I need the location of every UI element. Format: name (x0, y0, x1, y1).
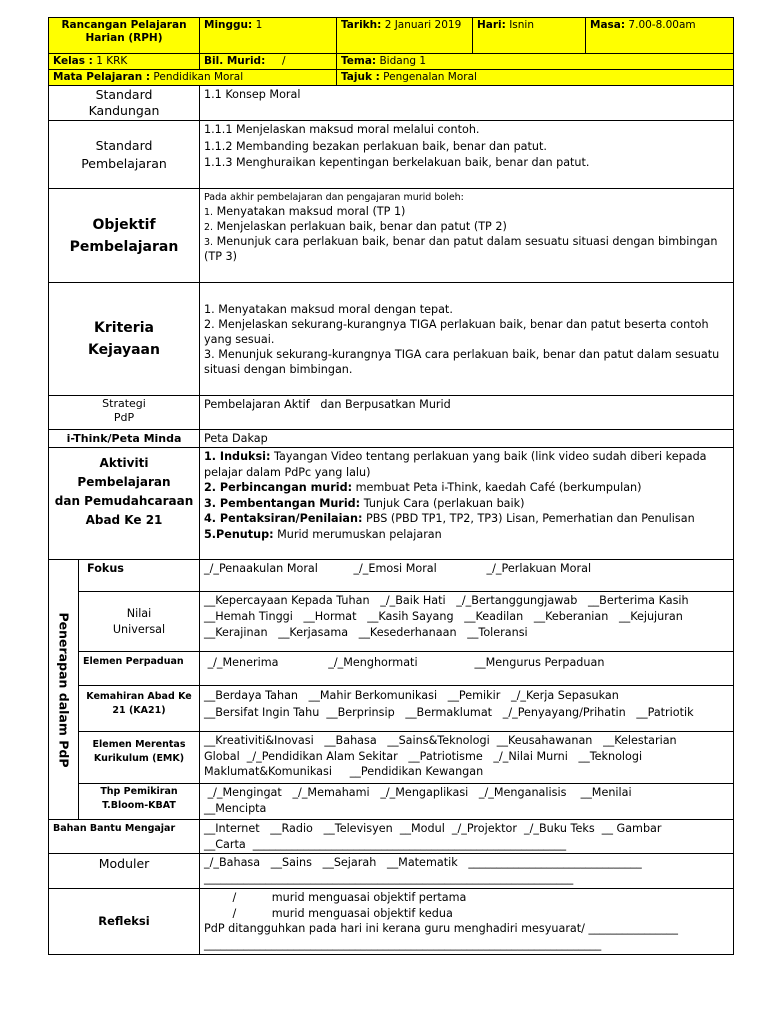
kbat-label: Thp Pemikiran T.Bloom-KBAT (79, 784, 200, 820)
strategi-row (49, 396, 734, 430)
strategi-value: Pembelajaran Aktif dan Berpusatkan Murid (200, 396, 734, 430)
standard-kandungan-label: Standard Kandungan (49, 86, 200, 121)
masa-field: Masa: 7.00-8.00am (586, 18, 734, 54)
mata-pelajaran-field: Mata Pelajaran : Pendidikan Moral (49, 70, 337, 86)
tema-field: Tema: Bidang 1 (337, 54, 734, 70)
kriteria-row (49, 283, 734, 396)
refleksi-value: / murid menguasai objektif pertama / murid menguasai objektif kedua PdP ditangguhkan pada hari ini kerana guru menghadiri mesyuarat/ ________________ _______________________________________________________________________ (200, 889, 734, 955)
murid-field: Bil. Murid: / (200, 54, 337, 70)
nilai-row (49, 592, 734, 652)
kemahiran-row (49, 686, 734, 732)
bahan-label: Bahan Bantu Mengajar (49, 820, 200, 854)
fokus-label: Fokus (79, 560, 200, 592)
standard-pembelajaran-label: Standard Pembelajaran (49, 121, 200, 189)
emk-label: Elemen Merentas Kurikulum (EMK) (79, 732, 200, 784)
emk-value: __Kreativiti&Inovasi __Bahasa __Sains&Teknologi __Keusahawanan __Kelestarian Global _/_Pendidikan Alam Sekitar __Patriotisme _/_Nilai Murni __Teknologi Maklumat&Komunikasi __Pendidikan Kewangan (200, 732, 734, 784)
bahan-value: __Internet __Radio __Televisyen __Modul _/_Projektor _/_Buku Teks __ Gambar __Carta ________________________________________________________ (200, 820, 734, 854)
penerapan-side-cell (49, 560, 79, 820)
elemen-perpaduan-value: _/_Menerima _/_Menghormati __Mengurus Perpaduan (200, 652, 734, 686)
fokus-value: _/_Penaakulan Moral _/_Emosi Moral _/_Perlakuan Moral (200, 560, 734, 592)
nilai-value: __Kepercayaan Kepada Tuhan _/_Baik Hati _/_Bertanggungjawab __Berterima Kasih __Hemah Tinggi __Hormat __Kasih Sayang __Keadilan __Keberanian __Kejujuran __Kerajinan __Kerjasama __Kesederhanaan __Toleransi (200, 592, 734, 652)
penerapan-label: Penerapan dalam PdP (56, 612, 71, 767)
tajuk-field: Tajuk : Pengenalan Moral (337, 70, 734, 86)
tarikh-field: Tarikh: 2 Januari 2019 (337, 18, 473, 54)
standard-pembelajaran-value: 1.1.1 Menjelaskan maksud moral melalui contoh. 1.1.2 Membanding bezakan perlakuan baik, benar dan patut. 1.1.3 Menghuraikan kepentingan berkelakuan baik, benar dan patut. (200, 121, 734, 189)
ithink-label: i-Think/Peta Minda (49, 430, 200, 448)
nilai-label: Nilai Universal (79, 592, 200, 652)
ithink-row (49, 430, 734, 448)
objektif-row (49, 189, 734, 283)
emk-row (49, 732, 734, 784)
minggu-field: Minggu: 1 (200, 18, 337, 54)
objektif-value: Pada akhir pembelajaran dan pengajaran murid boleh: 1. Menyatakan maksud moral (TP 1) 2. Menjelaskan perlakuan baik, benar dan patut (TP 2) 3. Menunjuk cara perlakuan baik, benar dan patut dalam sesuatu situasi dengan bimbingan (TP 3) (200, 189, 734, 283)
header-row-2 (49, 54, 734, 70)
aktiviti-row (49, 448, 734, 560)
bahan-row (49, 820, 734, 854)
moduler-row (49, 854, 734, 889)
hari-field: Hari: Isnin (473, 18, 586, 54)
moduler-label: Moduler (49, 854, 200, 889)
standard-pembelajaran-row (49, 121, 734, 189)
strategi-label: Strategi PdP (49, 396, 200, 430)
rph-title: Rancangan Pelajaran Harian (RPH) (49, 18, 200, 54)
kriteria-value: 1. Menyatakan maksud moral dengan tepat. 2. Menjelaskan sekurang-kurangnya TIGA perlakuan baik, benar dan patut beserta contoh yang sesuai. 3. Menunjuk sekurang-kurangnya TIGA cara perlakuan baik, benar dan patut dalam sesuatu situasi dengan bimbingan. (200, 283, 734, 396)
refleksi-label: Refleksi (49, 889, 200, 955)
kbat-value: _/_Mengingat _/_Memahami _/_Mengaplikasi _/_Menganalisis __Menilai __Mencipta (200, 784, 734, 820)
fokus-row (49, 560, 734, 592)
moduler-value: _/_Bahasa __Sains __Sejarah __Matematik _______________________________ __________________________________________________________________ (200, 854, 734, 889)
aktiviti-value: 1. Induksi: Tayangan Video tentang perlakuan yang baik (link video sudah diberi kepada pelajar dalam PdPc yang lalu) 2. Perbincangan murid: membuat Peta i-Think, kaedah Café (berkumpulan) 3. Pembentangan Murid: Tunjuk Cara (perlakuan baik) 4. Pentaksiran/Penilaian: PBS (PBD TP1, TP2, TP3) Lisan, Pemerhatian dan Penulisan 5.Penutup: Murid merumuskan pelajaran (200, 448, 734, 560)
header-row-3 (49, 70, 734, 86)
elemen-perpaduan-label: Elemen Perpaduan (79, 652, 200, 686)
rph-document (48, 17, 733, 955)
standard-kandungan-row (49, 86, 734, 121)
aktiviti-label: Aktiviti Pembelajaran dan Pemudahcaraan Abad Ke 21 (49, 448, 200, 560)
elemen-perpaduan-row (49, 652, 734, 686)
kelas-field: Kelas : 1 KRK (49, 54, 200, 70)
refleksi-row (49, 889, 734, 955)
rph-table (48, 17, 734, 955)
ithink-value: Peta Dakap (200, 430, 734, 448)
objektif-label: Objektif Pembelajaran (49, 189, 200, 283)
kriteria-label: Kriteria Kejayaan (49, 283, 200, 396)
kemahiran-label: Kemahiran Abad Ke 21 (KA21) (79, 686, 200, 732)
standard-kandungan-value: 1.1 Konsep Moral (200, 86, 734, 121)
kbat-row (49, 784, 734, 820)
kemahiran-value: __Berdaya Tahan __Mahir Berkomunikasi __Pemikir _/_Kerja Sepasukan __Bersifat Ingin Tahu __Berprinsip __Bermaklumat _/_Penyayang/Prihatin __Patriotik (200, 686, 734, 732)
header-row-1 (49, 18, 734, 54)
